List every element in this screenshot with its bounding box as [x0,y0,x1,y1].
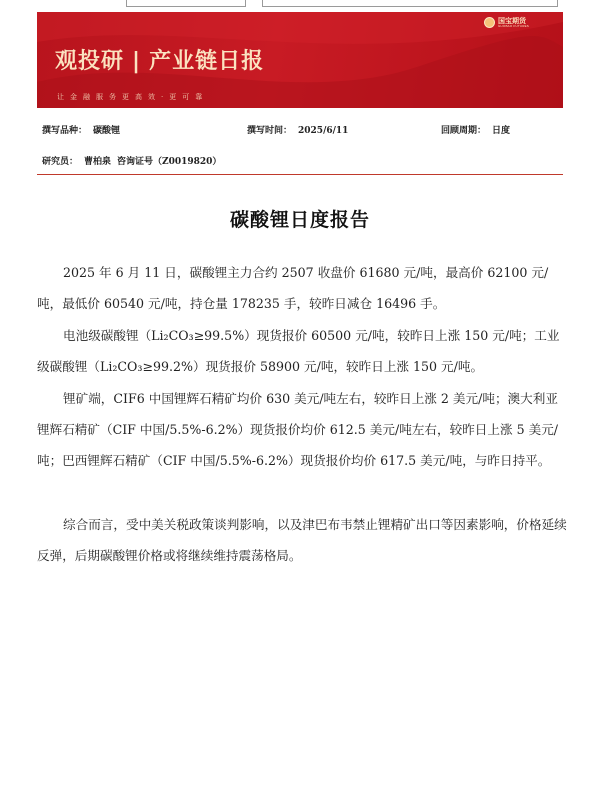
paragraph-summary: 综合而言，受中美关税政策谈判影响，以及津巴布韦禁止锂精矿出口等因素影响，价格延续反弹，后期碳酸锂价格或将继续维持震荡格局。 [37,517,567,563]
meta-date-label: 撰写时间： [247,126,293,136]
document-title: 碳酸锂日度报告 [229,209,370,231]
meta-variety-value: 碳酸锂 [93,126,121,136]
paragraph-ore: 锂矿端，CIF6 中国锂辉石精矿均价 630 美元/吨左右，较昨日上涨 2 美元/吨；澳大利亚锂辉石精矿（CIF 中国/5.5%-6.2%）现货报价均价 612.5 美元/吨左右，较昨日上涨 5 美元/吨；巴西锂辉石精矿（CIF 中国/5.5%-6.2%）现货报价均价 617.5 美元/吨，与昨日持平。 [37,391,559,468]
meta-researcher [42,154,221,167]
meta-researcher-label: 研究员： [42,157,79,167]
logo-mark-icon [484,17,495,28]
meta-variety-label: 撰写品种： [42,126,88,136]
logo-text-en: GUOBAO FUTURES [498,23,529,28]
meta-period [441,123,510,136]
meta-period-label: 回顾周期： [441,126,487,136]
banner-slogan: 让金融服务更高效·更可靠 [57,93,209,101]
header-divider [37,174,563,175]
meta-variety [42,123,120,136]
banner-title-right: 产业链日报 [149,49,265,74]
banner-title-separator: | [132,49,142,74]
meta-date [247,123,348,136]
top-input-box-left [126,0,246,7]
header-banner [37,12,563,108]
banner-title [55,44,264,75]
meta-cert-value: 咨询证号（Z0019820） [117,157,222,167]
banner-title-left: 观投研 [55,49,125,74]
company-logo [484,17,529,28]
logo-text [498,18,529,28]
meta-period-value: 日度 [492,126,511,136]
top-input-box-right [262,0,558,7]
paragraph-spot: 电池级碳酸锂（Li₂CO₃≥99.5%）现货报价 60500 元/吨，较昨日上涨 150 元/吨；工业级碳酸锂（Li₂CO₃≥99.2%）现货报价 58900 元/吨，较昨日上涨 150 元/吨。 [37,328,560,374]
logo-text-cn: 国宝期货 [498,16,527,25]
meta-researcher-value: 曹柏泉 [84,157,112,167]
meta-date-value: 2025/6/11 [298,126,349,136]
paragraph-futures: 2025 年 6 月 11 日，碳酸锂主力合约 2507 收盘价 61680 元/吨，最高价 62100 元/吨，最低价 60540 元/吨，持仓量 178235 手，较昨日减仓 16496 手。 [37,265,549,311]
